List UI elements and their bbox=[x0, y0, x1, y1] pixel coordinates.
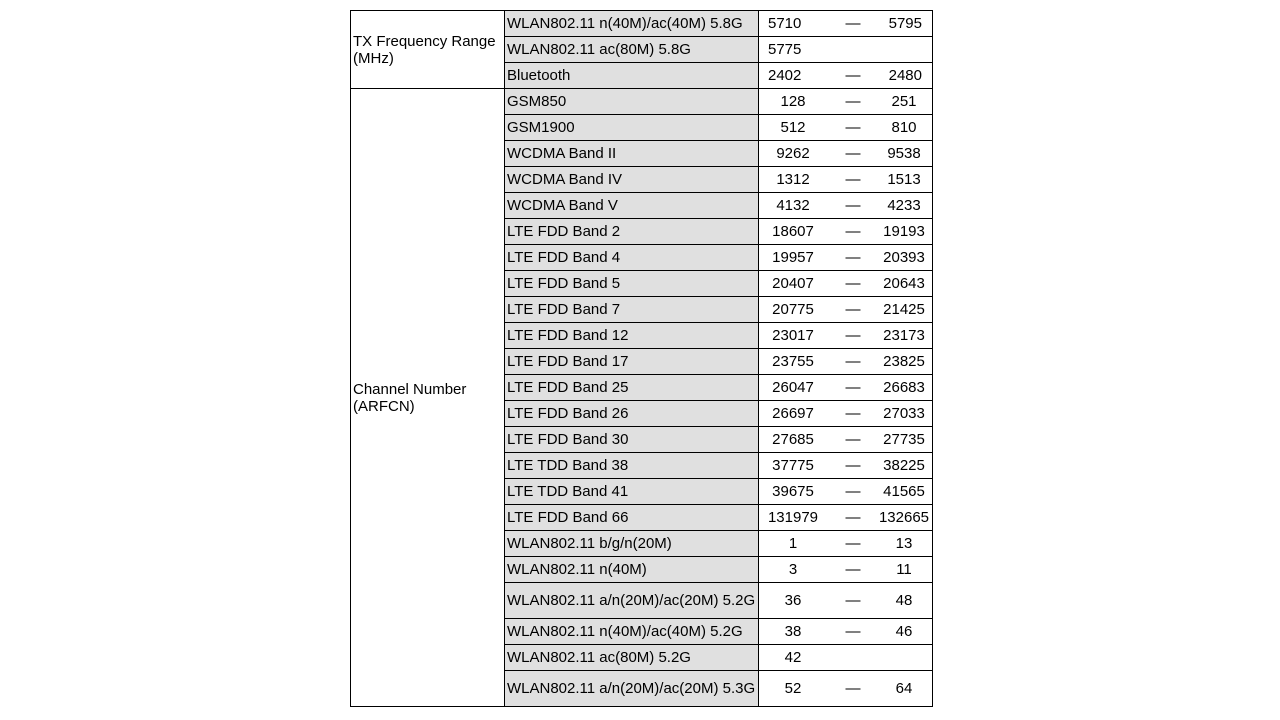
range-cell bbox=[759, 401, 933, 427]
range-start: 5775 bbox=[768, 41, 802, 58]
range-start: 20407 bbox=[772, 275, 814, 292]
range-end: 5795 bbox=[888, 15, 922, 32]
range-cell bbox=[759, 479, 933, 505]
range-separator: — bbox=[845, 67, 861, 84]
band-label: WCDMA Band IV bbox=[505, 167, 759, 193]
category-label-line: TX Frequency Range bbox=[353, 32, 496, 50]
range-start: 23755 bbox=[772, 353, 814, 370]
range-start: 5710 bbox=[768, 15, 802, 32]
range-start: 27685 bbox=[772, 431, 814, 448]
range-cell bbox=[759, 271, 933, 297]
range-separator: — bbox=[845, 561, 861, 578]
range-separator: — bbox=[845, 535, 861, 552]
band-label: WCDMA Band II bbox=[505, 141, 759, 167]
range-separator: — bbox=[845, 431, 861, 448]
range-cell bbox=[759, 193, 933, 219]
range-end: 26683 bbox=[883, 379, 925, 396]
range-end: 23173 bbox=[883, 327, 925, 344]
range-start: 512 bbox=[780, 119, 806, 136]
range-cell bbox=[759, 63, 933, 89]
range-separator: — bbox=[845, 15, 861, 32]
range-separator: — bbox=[845, 457, 861, 474]
range-cell bbox=[759, 427, 933, 453]
range-separator: — bbox=[845, 483, 861, 500]
range-separator: — bbox=[845, 301, 861, 318]
range-start: 26047 bbox=[772, 379, 814, 396]
range-cell bbox=[759, 531, 933, 557]
range-start: 37775 bbox=[772, 457, 814, 474]
category-label-line: (MHz) bbox=[353, 49, 394, 67]
range-separator: — bbox=[845, 249, 861, 266]
range-start: 131979 bbox=[767, 509, 819, 526]
range-start: 26697 bbox=[772, 405, 814, 422]
band-label: LTE FDD Band 66 bbox=[505, 505, 759, 531]
band-label: WLAN802.11 a/n(20M)/ac(20M) 5.3G bbox=[505, 671, 759, 707]
band-label: WLAN802.11 n(40M)/ac(40M) 5.2G bbox=[505, 619, 759, 645]
range-cell bbox=[759, 115, 933, 141]
range-end: 251 bbox=[891, 93, 917, 110]
range-separator: — bbox=[845, 93, 861, 110]
range-start: 20775 bbox=[772, 301, 814, 318]
band-label: Bluetooth bbox=[505, 63, 759, 89]
range-start: 4132 bbox=[776, 197, 810, 214]
range-cell bbox=[759, 245, 933, 271]
range-start: 23017 bbox=[772, 327, 814, 344]
range-cell bbox=[759, 671, 933, 707]
band-label: LTE FDD Band 5 bbox=[505, 271, 759, 297]
range-separator: — bbox=[845, 623, 861, 640]
table-row bbox=[351, 11, 933, 37]
range-end: 20643 bbox=[883, 275, 925, 292]
range-separator: — bbox=[845, 275, 861, 292]
range-separator: — bbox=[845, 592, 861, 609]
range-separator: — bbox=[845, 119, 861, 136]
range-separator: — bbox=[845, 223, 861, 240]
range-cell bbox=[759, 505, 933, 531]
range-separator: — bbox=[845, 145, 861, 162]
range-cell bbox=[759, 89, 933, 115]
band-label: GSM850 bbox=[505, 89, 759, 115]
range-start: 18607 bbox=[772, 223, 814, 240]
range-cell bbox=[759, 37, 933, 63]
band-label: WLAN802.11 b/g/n(20M) bbox=[505, 531, 759, 557]
range-cell bbox=[759, 375, 933, 401]
range-start: 1 bbox=[788, 535, 798, 552]
range-end: 27735 bbox=[883, 431, 925, 448]
range-end: 810 bbox=[891, 119, 917, 136]
range-cell bbox=[759, 349, 933, 375]
range-cell bbox=[759, 323, 933, 349]
range-cell bbox=[759, 11, 933, 37]
range-start: 19957 bbox=[772, 249, 814, 266]
range-start: 3 bbox=[788, 561, 798, 578]
range-end: 132665 bbox=[878, 509, 930, 526]
range-cell bbox=[759, 219, 933, 245]
category-label-line: (ARFCN) bbox=[353, 397, 415, 415]
range-end: 23825 bbox=[883, 353, 925, 370]
range-end: 20393 bbox=[883, 249, 925, 266]
range-end: 27033 bbox=[883, 405, 925, 422]
range-end: 13 bbox=[895, 535, 913, 552]
range-separator: — bbox=[845, 509, 861, 526]
range-cell bbox=[759, 167, 933, 193]
range-end: 11 bbox=[896, 561, 912, 578]
range-cell bbox=[759, 557, 933, 583]
band-label: WLAN802.11 n(40M)/ac(40M) 5.8G bbox=[505, 11, 759, 37]
range-start: 42 bbox=[784, 649, 802, 666]
range-end: 41565 bbox=[883, 483, 925, 500]
frequency-channel-spec-table bbox=[350, 10, 933, 707]
band-label: WLAN802.11 a/n(20M)/ac(20M) 5.2G bbox=[505, 583, 759, 619]
range-start: 128 bbox=[780, 93, 806, 110]
category-label-line: Channel Number bbox=[353, 380, 467, 398]
range-cell bbox=[759, 297, 933, 323]
range-end: 64 bbox=[895, 680, 913, 697]
range-cell bbox=[759, 583, 933, 619]
range-end: 48 bbox=[895, 592, 913, 609]
band-label: LTE FDD Band 30 bbox=[505, 427, 759, 453]
range-cell bbox=[759, 141, 933, 167]
band-label: LTE FDD Band 2 bbox=[505, 219, 759, 245]
band-label: LTE FDD Band 12 bbox=[505, 323, 759, 349]
band-label: WCDMA Band V bbox=[505, 193, 759, 219]
range-separator: — bbox=[845, 327, 861, 344]
band-label: WLAN802.11 ac(80M) 5.2G bbox=[505, 645, 759, 671]
range-start: 1312 bbox=[776, 171, 810, 188]
range-cell bbox=[759, 619, 933, 645]
category-cell bbox=[351, 11, 505, 89]
range-separator: — bbox=[845, 197, 861, 214]
range-start: 39675 bbox=[772, 483, 814, 500]
range-start: 38 bbox=[784, 623, 802, 640]
range-end: 38225 bbox=[883, 457, 925, 474]
range-end: 9538 bbox=[887, 145, 921, 162]
band-label: GSM1900 bbox=[505, 115, 759, 141]
range-separator: — bbox=[845, 353, 861, 370]
range-start: 2402 bbox=[768, 67, 802, 84]
range-separator: — bbox=[845, 171, 861, 188]
range-end: 1513 bbox=[887, 171, 921, 188]
range-end: 4233 bbox=[887, 197, 921, 214]
range-separator: — bbox=[845, 405, 861, 422]
band-label: LTE TDD Band 41 bbox=[505, 479, 759, 505]
range-cell bbox=[759, 645, 933, 671]
band-label: WLAN802.11 ac(80M) 5.8G bbox=[505, 37, 759, 63]
category-cell bbox=[351, 89, 505, 707]
range-start: 9262 bbox=[776, 145, 810, 162]
band-label: LTE TDD Band 38 bbox=[505, 453, 759, 479]
range-end: 19193 bbox=[883, 223, 925, 240]
spec-table-body bbox=[351, 11, 933, 707]
band-label: LTE FDD Band 25 bbox=[505, 375, 759, 401]
range-start: 52 bbox=[784, 680, 802, 697]
range-cell bbox=[759, 453, 933, 479]
band-label: WLAN802.11 n(40M) bbox=[505, 557, 759, 583]
band-label: LTE FDD Band 4 bbox=[505, 245, 759, 271]
band-label: LTE FDD Band 17 bbox=[505, 349, 759, 375]
range-separator: — bbox=[845, 379, 861, 396]
range-separator: — bbox=[845, 680, 861, 697]
range-end: 2480 bbox=[888, 67, 922, 84]
range-start: 36 bbox=[784, 592, 802, 609]
band-label: LTE FDD Band 26 bbox=[505, 401, 759, 427]
band-label: LTE FDD Band 7 bbox=[505, 297, 759, 323]
table-row bbox=[351, 89, 933, 115]
range-end: 21425 bbox=[883, 301, 925, 318]
range-end: 46 bbox=[895, 623, 913, 640]
